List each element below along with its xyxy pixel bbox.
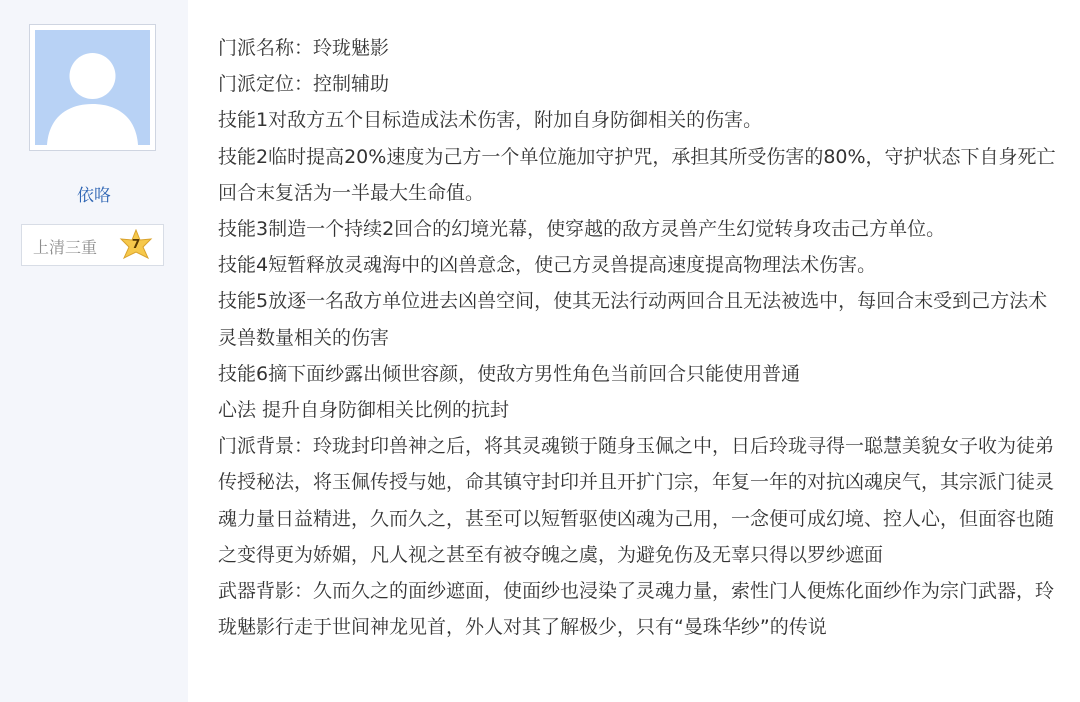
post-paragraph: 武器背影：久而久之的面纱遮面，使面纱也浸染了灵魂力量，索性门人便炼化面纱作为宗门武器，玲珑魅影行走于世间神龙见首，外人对其了解极少，只有“曼珠华纱”的传说 <box>218 580 1055 639</box>
post-paragraph: 技能5放逐一名敌方单位进去凶兽空间，使其无法行动两回合且无法被选中，每回合末受到己方法术灵兽数量相关的伤害 <box>218 290 1048 349</box>
author-level-badge[interactable] <box>21 224 164 266</box>
post-paragraph: 技能3制造一个持续2回合的幻境光幕，使穿越的敌方灵兽产生幻觉转身攻击己方单位。 <box>218 218 946 241</box>
star-badge-icon <box>119 229 153 263</box>
level-number: 7 <box>131 237 141 251</box>
default-user-avatar-icon <box>35 30 150 145</box>
author-sidebar <box>0 0 188 702</box>
post-paragraph: 技能1对敌方五个目标造成法术伤害，附加自身防御相关的伤害。 <box>218 109 763 132</box>
post-paragraph: 门派背景：玲珑封印兽神之后，将其灵魂锁于随身玉佩之中，日后玲珑寻得一聪慧美貌女子收为徒弟传授秘法，将玉佩传授与她，命其镇守封印并且开扩门宗，年复一年的对抗凶魂戾气，其宗派门徒灵魂力量日益精进，久而久之，甚至可以短暂驱使凶魂为己用，一念便可成幻境、控人心，但面容也随之变得更为娇媚，凡人视之甚至有被夺魄之虞，为避免伤及无辜只得以罗纱遮面 <box>218 435 1055 566</box>
author-name[interactable]: 依咯 <box>77 186 111 206</box>
author-avatar[interactable] <box>29 24 156 151</box>
post-paragraph: 心法 提升自身防御相关比例的抗封 <box>218 399 510 422</box>
post-content <box>218 30 1058 645</box>
post-paragraph: 技能2临时提高20%速度为己方一个单位施加守护咒，承担其所受伤害的80%，守护状态下自身死亡回合末复活为一半最大生命值。 <box>218 145 1056 204</box>
level-title: 上清三重 <box>33 238 98 257</box>
post-paragraph: 门派名称：玲珑魅影 <box>218 37 390 59</box>
post-paragraph: 技能6摘下面纱露出倾世容颜，使敌方男性角色当前回合只能使用普通 <box>218 362 801 385</box>
post-paragraph: 门派定位：控制辅助 <box>218 73 390 96</box>
post-paragraph: 技能4短暂释放灵魂海中的凶兽意念，使己方灵兽提高速度提高物理法术伤害。 <box>218 254 877 277</box>
